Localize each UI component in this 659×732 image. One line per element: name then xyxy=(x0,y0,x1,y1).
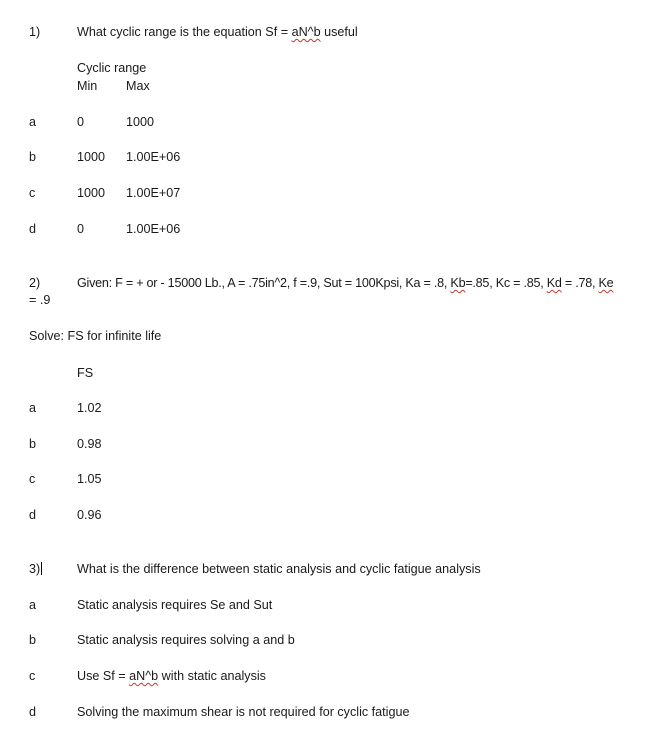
solve-text: Solve: FS for infinite life xyxy=(29,329,162,343)
option-value: 0.98 xyxy=(77,437,102,451)
option-max: 1.00E+07 xyxy=(126,186,181,200)
option-max: 1.00E+06 xyxy=(126,222,181,236)
spellcheck-underline: Ke xyxy=(598,276,614,290)
option-letter: c xyxy=(29,669,36,683)
question-number[interactable]: 3) xyxy=(29,562,41,576)
option-letter: b xyxy=(29,633,37,647)
column-header-max: Max xyxy=(126,79,150,93)
option-letter: a xyxy=(29,115,37,129)
question-text: What cyclic range is the equation Sf = aN^b useful xyxy=(77,25,358,39)
option-letter: d xyxy=(29,508,37,522)
option-min: 1000 xyxy=(77,186,106,200)
option-letter: a xyxy=(29,598,37,612)
given-text-wrap: = .9 xyxy=(29,293,51,307)
spellcheck-underline: Kb xyxy=(450,276,466,290)
option-letter: b xyxy=(29,437,37,451)
option-text: Use Sf = aN^b with static analysis xyxy=(77,669,266,683)
column-header-min: Min xyxy=(77,79,98,93)
option-text: Solving the maximum shear is not required for cyclic fatigue xyxy=(77,705,410,719)
spellcheck-underline: aN^b xyxy=(129,669,159,683)
option-value: 0.96 xyxy=(77,508,102,522)
question-text: What is the difference between static analysis and cyclic fatigue analysis xyxy=(77,562,481,576)
question-number: 1) xyxy=(29,25,41,39)
option-max: 1000 xyxy=(126,115,155,129)
column-header-fs: FS xyxy=(77,366,94,380)
given-text: Given: F = + or - 15000 Lb., A = .75in^2, f =.9, Sut = 100Kpsi, Ka = .8, Kb=.85, Kc = .85, Kd = .78, Ke xyxy=(77,276,614,290)
option-letter: c xyxy=(29,472,36,486)
spellcheck-underline: aN^b xyxy=(291,25,321,39)
option-letter: a xyxy=(29,401,37,415)
option-max: 1.00E+06 xyxy=(126,150,181,164)
option-min: 1000 xyxy=(77,150,106,164)
option-letter: d xyxy=(29,222,37,236)
option-min: 0 xyxy=(77,115,85,129)
option-letter: c xyxy=(29,186,36,200)
option-value: 1.05 xyxy=(77,472,102,486)
option-text: Static analysis requires solving a and b xyxy=(77,633,295,647)
option-letter: d xyxy=(29,705,37,719)
question-number: 2) xyxy=(29,276,41,290)
option-text: Static analysis requires Se and Sut xyxy=(77,598,273,612)
table-title: Cyclic range xyxy=(77,61,147,75)
option-letter: b xyxy=(29,150,37,164)
option-value: 1.02 xyxy=(77,401,102,415)
text-cursor xyxy=(41,562,42,575)
spellcheck-underline: Kd xyxy=(546,276,562,290)
option-min: 0 xyxy=(77,222,85,236)
